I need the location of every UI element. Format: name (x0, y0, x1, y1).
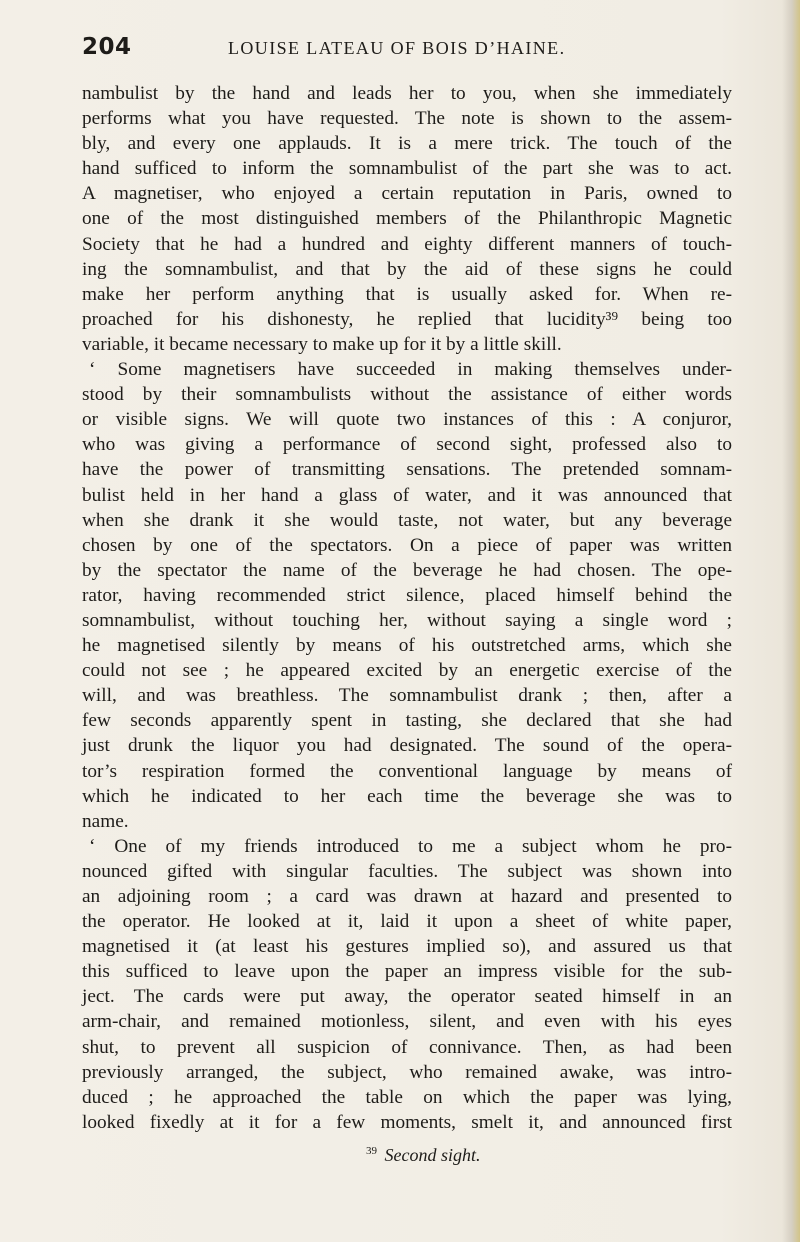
text-line: stood by their somnambulists without the assistance of either words (82, 384, 732, 406)
text-line: or visible signs. We will quote two instances of this : A conjuror, (82, 409, 732, 431)
running-title: LOUISE LATEAU OF BOIS D’HAINE. (228, 38, 566, 58)
footnote (366, 1145, 481, 1166)
text-line: bulist held in her hand a glass of water, and it was announced that (82, 484, 732, 506)
page-header (82, 34, 742, 66)
footnote-number: 39 (366, 1145, 377, 1157)
text-line: he magnetised silently by means of his outstretched arms, which she (82, 635, 732, 657)
text-line: this sufficed to leave upon the paper an impress visible for the sub- (82, 961, 732, 983)
text-line: variable, it became necessary to make up for it by a little skill. (82, 333, 562, 355)
text-line: bly, and every one applauds. It is a mere trick. The touch of the (82, 133, 732, 155)
text-line: nounced gifted with singular faculties. The subject was shown into (82, 860, 732, 882)
text-line: few seconds apparently spent in tasting, she declared that she had (82, 710, 732, 732)
text-line: ject. The cards were put away, the operator seated himself in an (82, 986, 732, 1008)
text-line: chosen by one of the spectators. On a piece of paper was written (82, 534, 732, 556)
text-line: somnambulist, without touching her, without saying a single word ; (82, 609, 732, 631)
text-line: which he indicated to her each time the beverage she was to (82, 785, 732, 807)
text-line: performs what you have requested. The note is shown to the assem- (82, 108, 732, 130)
text-line: nambulist by the hand and leads her to you, when she immediately (82, 83, 732, 104)
text-line: arm-chair, and remained motionless, silent, and even with his eyes (82, 1011, 732, 1033)
text-line: proached for his dishonesty, he replied that lucidity³⁹ being too (82, 308, 732, 330)
text-line: an adjoining room ; a card was drawn at hazard and presented to (82, 886, 732, 907)
text-line: name. (82, 810, 129, 832)
text-line: duced ; he approached the table on which the paper was lying, (82, 1086, 732, 1108)
text-line: make her perform anything that is usually asked for. When re- (82, 283, 732, 305)
text-line: when she drank it she would taste, not water, but any beverage (82, 509, 732, 531)
text-line: shut, to prevent all suspicion of connivance. Then, as had been (82, 1036, 732, 1058)
text-line: ‘ Some magnetisers have succeeded in making themselves under- (89, 359, 732, 381)
text-line: previously arranged, the subject, who remained awake, was intro- (82, 1061, 732, 1083)
text-line: Society that he had a hundred and eighty different manners of touch- (82, 233, 732, 255)
text-line: will, and was breathless. The somnambulist drank ; then, after a (82, 685, 732, 707)
text-line: A magnetiser, who enjoyed a certain reputation in Paris, owned to (82, 183, 732, 205)
page-edge (782, 0, 800, 1242)
text-line: magnetised it (at least his gestures implied so), and assured us that (82, 936, 732, 958)
text-line: have the power of transmitting sensations. The pretended somnam- (82, 459, 732, 481)
text-line: the operator. He looked at it, laid it upon a sheet of white paper, (82, 911, 732, 933)
text-line: ‘ One of my friends introduced to me a subject whom he pro- (89, 835, 732, 857)
text-line: looked fixedly at it for a few moments, smelt it, and announced first (82, 1111, 732, 1133)
text-line: one of the most distinguished members of the Philanthropic Magnetic (82, 208, 732, 230)
text-line: who was giving a performance of second sight, professed also to (82, 434, 732, 456)
text-line: just drunk the liquor you had designated. The sound of the opera- (82, 735, 732, 757)
text-line: by the spectator the name of the beverage he had chosen. The ope- (82, 559, 732, 581)
body-text (82, 81, 732, 1135)
text-line: hand sufficed to inform the somnambulist of the part she was to act. (82, 158, 732, 180)
footnote-text: Second sight. (384, 1145, 481, 1165)
text-line: could not see ; he appeared excited by an energetic exercise of the (82, 660, 732, 682)
text-line: rator, having recommended strict silence, placed himself behind the (82, 584, 732, 606)
text-line: tor’s respiration formed the conventional language by means of (82, 760, 732, 782)
text-line: ing the somnambulist, and that by the aid of these signs he could (82, 258, 732, 280)
page-number: 204 (82, 34, 132, 60)
